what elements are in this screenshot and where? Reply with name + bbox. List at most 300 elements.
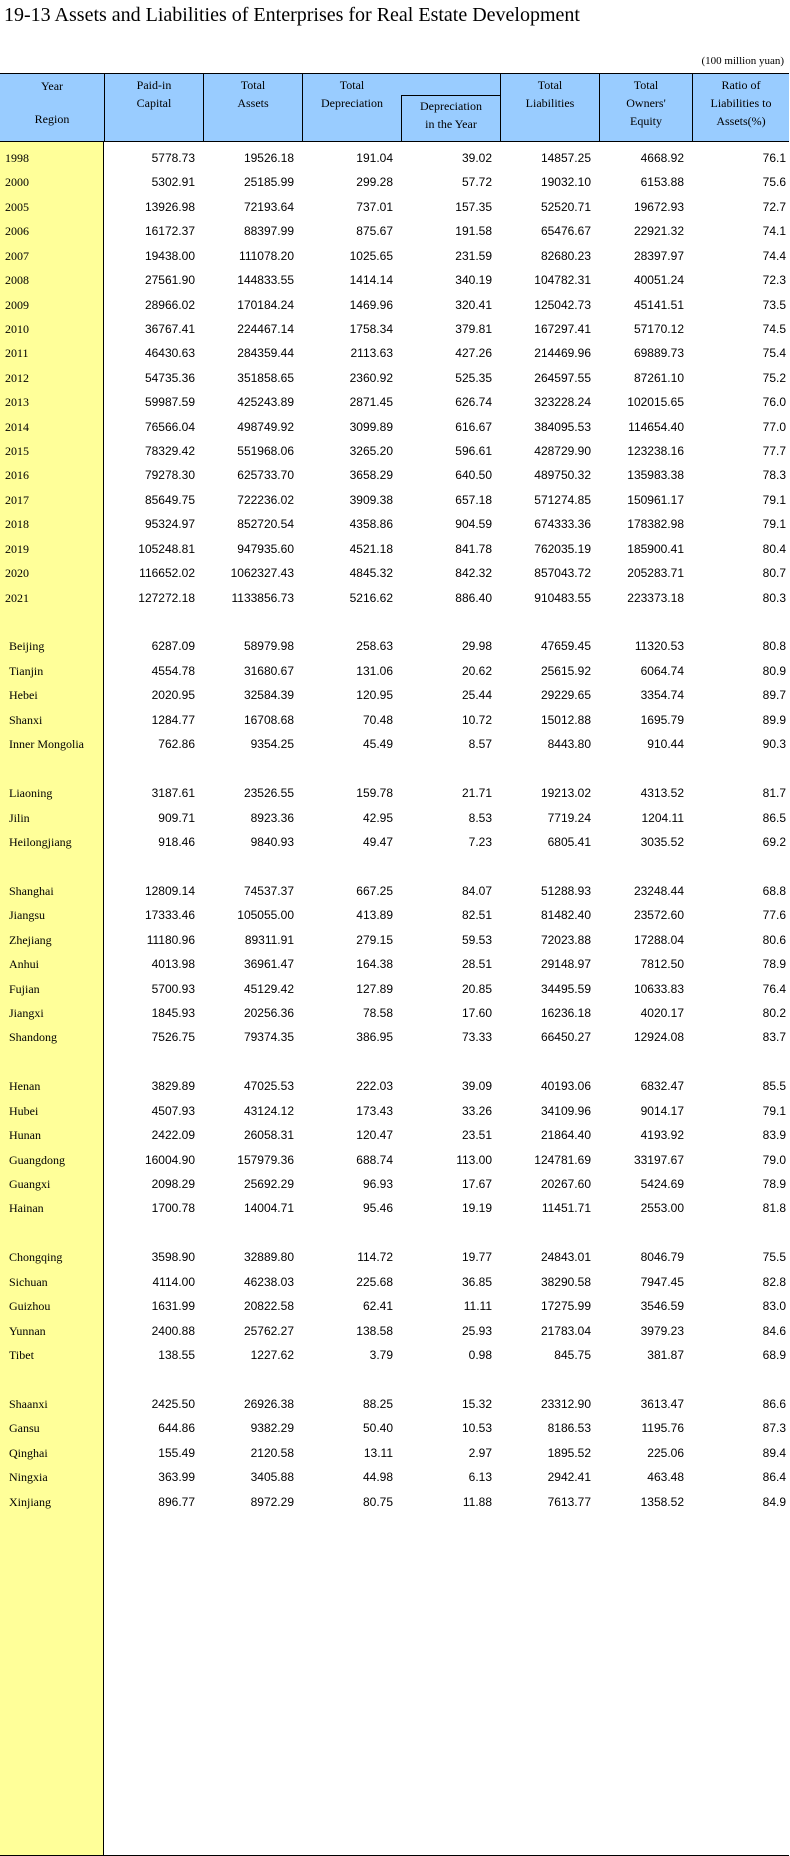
value-cell: 625733.70	[237, 468, 294, 483]
value-cell: 2098.29	[151, 1176, 195, 1191]
value-cell: 3658.29	[349, 468, 393, 483]
value-cell: 5216.62	[349, 590, 393, 605]
value-cell: 571274.85	[534, 492, 591, 507]
value-cell: 222.03	[356, 1079, 393, 1094]
value-cell: 8923.36	[250, 810, 294, 825]
region-label: Henan	[9, 1079, 41, 1094]
region-label: Hunan	[9, 1128, 41, 1143]
value-cell: 69889.73	[633, 346, 684, 361]
value-cell: 86.4	[762, 1470, 786, 1485]
value-cell: 34495.59	[540, 981, 591, 996]
value-cell: 127.89	[356, 981, 393, 996]
value-cell: 167297.41	[534, 321, 591, 336]
value-cell: 224467.14	[237, 321, 294, 336]
value-cell: 3546.59	[640, 1299, 684, 1314]
region-label: Hubei	[9, 1103, 39, 1118]
year-label: 2019	[5, 541, 29, 556]
value-cell: 42.95	[362, 810, 393, 825]
header-depreciation-divider	[401, 95, 500, 96]
value-cell: 1758.34	[349, 321, 393, 336]
value-cell: 657.18	[455, 492, 492, 507]
region-row	[0, 1490, 789, 1515]
value-cell: 81482.40	[540, 908, 591, 923]
value-cell: 68.8	[762, 883, 786, 898]
value-cell: 65476.67	[540, 224, 591, 239]
header-year: Year	[40, 79, 64, 93]
region-label: Inner Mongolia	[9, 737, 84, 752]
value-cell: 11.11	[463, 1299, 492, 1314]
value-cell: 28.51	[461, 957, 492, 972]
value-cell: 39.09	[461, 1079, 492, 1094]
value-cell: 155.49	[158, 1445, 195, 1460]
value-cell: 616.67	[455, 419, 492, 434]
value-cell: 27561.90	[144, 273, 195, 288]
value-cell: 102015.65	[627, 395, 684, 410]
value-cell: 79278.30	[144, 468, 195, 483]
value-cell: 223373.18	[627, 590, 684, 605]
value-cell: 72.7	[762, 199, 786, 214]
value-cell: 852720.54	[237, 517, 294, 532]
year-label: 2006	[5, 224, 29, 239]
value-cell: 150961.17	[627, 492, 684, 507]
value-cell: 78.9	[762, 957, 786, 972]
value-cell: 225.06	[647, 1445, 684, 1460]
value-cell: 75.6	[762, 175, 786, 190]
value-cell: 40193.06	[540, 1079, 591, 1094]
value-cell: 36961.47	[243, 957, 294, 972]
value-cell: 68.9	[762, 1347, 786, 1362]
value-cell: 72.3	[762, 273, 786, 288]
value-cell: 20267.60	[540, 1176, 591, 1191]
value-cell: 78.3	[762, 468, 786, 483]
value-cell: 2425.50	[151, 1396, 195, 1411]
value-cell: 9382.29	[250, 1421, 294, 1436]
value-cell: 1195.76	[641, 1421, 684, 1436]
value-cell: 157.35	[455, 199, 492, 214]
value-cell: 3909.38	[349, 492, 393, 507]
region-row	[0, 1270, 789, 1295]
region-label: Guangxi	[9, 1176, 51, 1191]
value-cell: 13.11	[363, 1445, 393, 1460]
value-cell: 131.06	[356, 663, 393, 678]
value-cell: 875.67	[356, 224, 393, 239]
value-cell: 28397.97	[633, 248, 684, 263]
value-cell: 6287.09	[151, 639, 195, 654]
year-label: 2021	[5, 590, 29, 605]
value-cell: 96.93	[362, 1176, 393, 1191]
value-cell: 841.78	[455, 541, 492, 556]
year-row	[0, 293, 789, 318]
value-cell: 1695.79	[640, 712, 684, 727]
year-row	[0, 488, 789, 513]
value-cell: 79374.35	[243, 1030, 294, 1045]
value-cell: 640.50	[455, 468, 492, 483]
value-cell: 76.4	[762, 981, 786, 996]
year-label: 2009	[5, 297, 29, 312]
year-row	[0, 537, 789, 562]
header-liability-ratio: Ratio of Liabilities to Assets(%)	[692, 74, 789, 142]
value-cell: 15.32	[461, 1396, 492, 1411]
year-label: 2012	[5, 370, 29, 385]
value-cell: 3598.90	[151, 1250, 195, 1265]
region-row	[0, 830, 789, 855]
year-row	[0, 586, 789, 611]
region-label: Hainan	[9, 1201, 44, 1216]
value-cell: 54735.36	[144, 370, 195, 385]
value-cell: 2400.88	[151, 1323, 195, 1338]
value-cell: 59.53	[461, 932, 492, 947]
value-cell: 9354.25	[250, 737, 294, 752]
value-cell: 6805.41	[547, 834, 591, 849]
value-cell: 384095.53	[534, 419, 591, 434]
value-cell: 762.86	[158, 737, 195, 752]
value-cell: 19213.02	[540, 786, 591, 801]
value-cell: 164.38	[356, 957, 393, 972]
value-cell: 83.0	[762, 1299, 786, 1314]
value-cell: 73.33	[461, 1030, 492, 1045]
value-cell: 7719.24	[547, 810, 591, 825]
value-cell: 173.43	[356, 1103, 393, 1118]
value-cell: 23.51	[461, 1128, 492, 1143]
value-cell: 25185.99	[243, 175, 294, 190]
value-cell: 674333.36	[534, 517, 591, 532]
value-cell: 84.9	[762, 1494, 786, 1509]
value-cell: 28966.02	[144, 297, 195, 312]
year-label: 2016	[5, 468, 29, 483]
value-cell: 722236.02	[237, 492, 294, 507]
value-cell: 8046.79	[640, 1250, 684, 1265]
year-label: 2017	[5, 492, 29, 507]
value-cell: 66450.27	[540, 1030, 591, 1045]
value-cell: 105248.81	[138, 541, 195, 556]
value-cell: 59987.59	[144, 395, 195, 410]
value-cell: 62.41	[362, 1299, 393, 1314]
value-cell: 4507.93	[151, 1103, 195, 1118]
year-label: 2013	[5, 395, 29, 410]
value-cell: 120.47	[356, 1128, 393, 1143]
value-cell: 2871.45	[349, 395, 393, 410]
value-cell: 138.55	[158, 1347, 195, 1362]
region-label: Tibet	[9, 1347, 34, 1362]
region-row	[0, 1465, 789, 1490]
value-cell: 231.59	[455, 248, 492, 263]
value-cell: 5424.69	[640, 1176, 684, 1191]
year-row	[0, 170, 789, 195]
value-cell: 1414.14	[349, 273, 393, 288]
value-cell: 8443.80	[547, 737, 591, 752]
value-cell: 896.77	[158, 1494, 195, 1509]
value-cell: 77.7	[762, 444, 786, 459]
value-cell: 45.49	[362, 737, 393, 752]
region-row	[0, 732, 789, 757]
value-cell: 19.77	[461, 1250, 492, 1265]
value-cell: 3265.20	[349, 444, 393, 459]
value-cell: 904.59	[455, 517, 492, 532]
region-row	[0, 1123, 789, 1148]
value-cell: 7947.45	[640, 1274, 684, 1289]
value-cell: 11.88	[462, 1494, 492, 1509]
value-cell: 19.19	[461, 1201, 492, 1216]
value-cell: 45129.42	[243, 981, 294, 996]
value-cell: 23248.44	[633, 883, 684, 898]
region-label: Guizhou	[9, 1299, 51, 1314]
value-cell: 25615.92	[540, 663, 591, 678]
value-cell: 32889.80	[243, 1250, 294, 1265]
value-cell: 886.40	[455, 590, 492, 605]
value-cell: 8186.53	[547, 1421, 591, 1436]
value-cell: 20.85	[461, 981, 492, 996]
value-cell: 72023.88	[540, 932, 591, 947]
value-cell: 72193.64	[243, 199, 294, 214]
year-row	[0, 244, 789, 269]
value-cell: 626.74	[455, 395, 492, 410]
value-cell: 225.68	[356, 1274, 393, 1289]
year-label: 2000	[5, 175, 29, 190]
value-cell: 2360.92	[349, 370, 393, 385]
value-cell: 13926.98	[144, 199, 195, 214]
value-cell: 49.47	[362, 834, 393, 849]
region-label: Jiangxi	[9, 1005, 44, 1020]
value-cell: 114654.40	[628, 419, 684, 434]
value-cell: 596.61	[455, 444, 492, 459]
value-cell: 10633.83	[633, 981, 684, 996]
year-row	[0, 341, 789, 366]
value-cell: 33.26	[461, 1103, 492, 1118]
year-label: 2020	[5, 566, 29, 581]
value-cell: 157979.36	[237, 1152, 294, 1167]
value-cell: 81.7	[762, 786, 786, 801]
region-row	[0, 1319, 789, 1344]
value-cell: 33197.67	[633, 1152, 684, 1167]
value-cell: 114.72	[357, 1250, 393, 1265]
value-cell: 9840.93	[250, 834, 294, 849]
value-cell: 4313.52	[640, 786, 684, 801]
year-row	[0, 146, 789, 171]
value-cell: 4013.98	[151, 957, 195, 972]
value-cell: 16236.18	[540, 1005, 591, 1020]
value-cell: 3.79	[369, 1347, 393, 1362]
value-cell: 910.44	[647, 737, 684, 752]
value-cell: 36.85	[461, 1274, 492, 1289]
value-cell: 428729.90	[534, 444, 591, 459]
value-cell: 2120.58	[250, 1445, 294, 1460]
value-cell: 4114.00	[152, 1274, 195, 1289]
value-cell: 9014.17	[640, 1103, 684, 1118]
value-cell: 19526.18	[243, 151, 294, 165]
value-cell: 23526.55	[243, 786, 294, 801]
value-cell: 3354.74	[640, 688, 684, 703]
value-cell: 80.2	[762, 1005, 786, 1020]
value-cell: 525.35	[455, 370, 492, 385]
value-cell: 14004.71	[243, 1201, 294, 1216]
region-row	[0, 708, 789, 733]
value-cell: 4521.18	[349, 541, 393, 556]
value-cell: 83.7	[762, 1030, 786, 1045]
value-cell: 498749.92	[237, 419, 294, 434]
value-cell: 17.67	[461, 1176, 492, 1191]
value-cell: 21.71	[461, 786, 492, 801]
year-label: 2018	[5, 517, 29, 532]
value-cell: 3099.89	[349, 419, 393, 434]
region-label: Beijing	[9, 639, 45, 654]
value-cell: 79.1	[762, 1103, 786, 1118]
value-cell: 17333.46	[144, 908, 195, 923]
value-cell: 113.00	[456, 1152, 492, 1167]
value-cell: 86.6	[762, 1396, 786, 1411]
value-cell: 16708.68	[243, 712, 294, 727]
year-row	[0, 463, 789, 488]
year-label: 2014	[5, 419, 29, 434]
value-cell: 214469.96	[534, 346, 591, 361]
region-row	[0, 1294, 789, 1319]
value-cell: 57.72	[461, 175, 492, 190]
value-cell: 4020.17	[640, 1005, 684, 1020]
value-cell: 178382.98	[627, 517, 684, 532]
year-row	[0, 366, 789, 391]
value-cell: 111078.20	[239, 248, 294, 263]
value-cell: 32584.39	[243, 688, 294, 703]
year-label: 2008	[5, 273, 29, 288]
year-row	[0, 195, 789, 220]
value-cell: 43124.12	[243, 1103, 294, 1118]
region-label: Chongqing	[9, 1250, 63, 1265]
value-cell: 75.5	[762, 1250, 786, 1265]
value-cell: 23312.90	[540, 1396, 591, 1411]
value-cell: 1358.52	[640, 1494, 684, 1509]
value-cell: 947935.60	[237, 541, 294, 556]
value-cell: 11320.53	[634, 639, 684, 654]
value-cell: 45141.51	[633, 297, 684, 312]
value-cell: 299.28	[356, 175, 393, 190]
value-cell: 88.25	[362, 1396, 393, 1411]
value-cell: 50.40	[362, 1421, 393, 1436]
header-region: Region	[34, 112, 70, 126]
value-cell: 737.01	[356, 199, 393, 214]
value-cell: 80.75	[362, 1494, 393, 1509]
value-cell: 76.1	[762, 151, 786, 165]
value-cell: 80.3	[762, 590, 786, 605]
value-cell: 19672.93	[633, 199, 684, 214]
year-row	[0, 415, 789, 440]
region-label: Anhui	[9, 957, 39, 972]
value-cell: 105055.00	[237, 908, 294, 923]
value-cell: 381.87	[647, 1347, 684, 1362]
value-cell: 688.74	[356, 1152, 393, 1167]
page-title: 19-13 Assets and Liabilities of Enterprises for Real Estate Development	[4, 4, 580, 26]
year-label: 2015	[5, 444, 29, 459]
value-cell: 95324.97	[144, 517, 195, 532]
value-cell: 73.5	[762, 297, 786, 312]
year-row	[0, 268, 789, 293]
value-cell: 89.4	[762, 1445, 786, 1460]
region-label: Yunnan	[9, 1323, 46, 1338]
value-cell: 191.04	[356, 151, 393, 165]
value-cell: 80.6	[762, 932, 786, 947]
value-cell: 667.25	[356, 883, 393, 898]
year-row	[0, 317, 789, 342]
value-cell: 83.9	[762, 1128, 786, 1143]
value-cell: 463.48	[647, 1470, 684, 1485]
year-row	[0, 561, 789, 586]
value-cell: 78.58	[362, 1005, 393, 1020]
value-cell: 4668.92	[640, 151, 684, 165]
header-owners-equity: Total Owners' Equity	[599, 74, 692, 142]
header-year-region	[0, 74, 104, 142]
value-cell: 644.86	[158, 1421, 195, 1436]
value-cell: 4845.32	[349, 566, 393, 581]
value-cell: 1227.62	[250, 1347, 294, 1362]
value-cell: 135983.38	[627, 468, 684, 483]
region-row	[0, 1172, 789, 1197]
value-cell: 38290.58	[540, 1274, 591, 1289]
region-row	[0, 781, 789, 806]
value-cell: 90.3	[762, 737, 786, 752]
value-cell: 44.98	[362, 1470, 393, 1485]
region-label: Shanxi	[9, 712, 43, 727]
region-row	[0, 928, 789, 953]
value-cell: 39.02	[461, 151, 492, 165]
value-cell: 7613.77	[547, 1494, 591, 1509]
region-label: Liaoning	[9, 786, 53, 801]
value-cell: 320.41	[455, 297, 492, 312]
value-cell: 29229.65	[540, 688, 591, 703]
value-cell: 351858.65	[237, 370, 294, 385]
value-cell: 3187.61	[151, 786, 195, 801]
value-cell: 762035.19	[534, 541, 591, 556]
header-paid-in-capital: Paid-in Capital	[104, 74, 203, 142]
value-cell: 104782.31	[534, 273, 591, 288]
value-cell: 26926.38	[243, 1396, 294, 1411]
value-cell: 22921.32	[633, 224, 684, 239]
value-cell: 47025.53	[243, 1079, 294, 1094]
value-cell: 3829.89	[151, 1079, 195, 1094]
value-cell: 12924.08	[633, 1030, 684, 1045]
value-cell: 82680.23	[540, 248, 591, 263]
value-cell: 17288.04	[633, 932, 684, 947]
value-cell: 2.97	[468, 1445, 492, 1460]
value-cell: 159.78	[356, 786, 393, 801]
value-cell: 1845.93	[151, 1005, 195, 1020]
value-cell: 82.51	[461, 908, 492, 923]
value-cell: 47659.45	[540, 639, 591, 654]
value-cell: 58979.98	[243, 639, 294, 654]
value-cell: 89.9	[762, 712, 786, 727]
value-cell: 87261.10	[633, 370, 684, 385]
value-cell: 1700.78	[151, 1201, 195, 1216]
value-cell: 57170.12	[633, 321, 684, 336]
value-cell: 8.53	[468, 810, 492, 825]
region-row	[0, 977, 789, 1002]
value-cell: 21864.40	[540, 1128, 591, 1143]
value-cell: 74537.37	[243, 883, 294, 898]
value-cell: 7526.75	[151, 1030, 195, 1045]
region-label: Jilin	[9, 810, 30, 825]
value-cell: 427.26	[455, 346, 492, 361]
value-cell: 2020.95	[151, 688, 195, 703]
value-cell: 80.7	[762, 566, 786, 581]
value-cell: 19032.10	[540, 175, 591, 190]
region-label: Tianjin	[9, 663, 44, 678]
value-cell: 5302.91	[151, 175, 195, 190]
region-row	[0, 1099, 789, 1124]
value-cell: 4193.92	[640, 1128, 684, 1143]
value-cell: 80.8	[762, 639, 786, 654]
header-depreciation-year: Depreciation in the Year	[401, 95, 500, 142]
value-cell: 2553.00	[640, 1201, 684, 1216]
value-cell: 23572.60	[633, 908, 684, 923]
value-cell: 25692.29	[243, 1176, 294, 1191]
value-cell: 918.46	[158, 834, 195, 849]
